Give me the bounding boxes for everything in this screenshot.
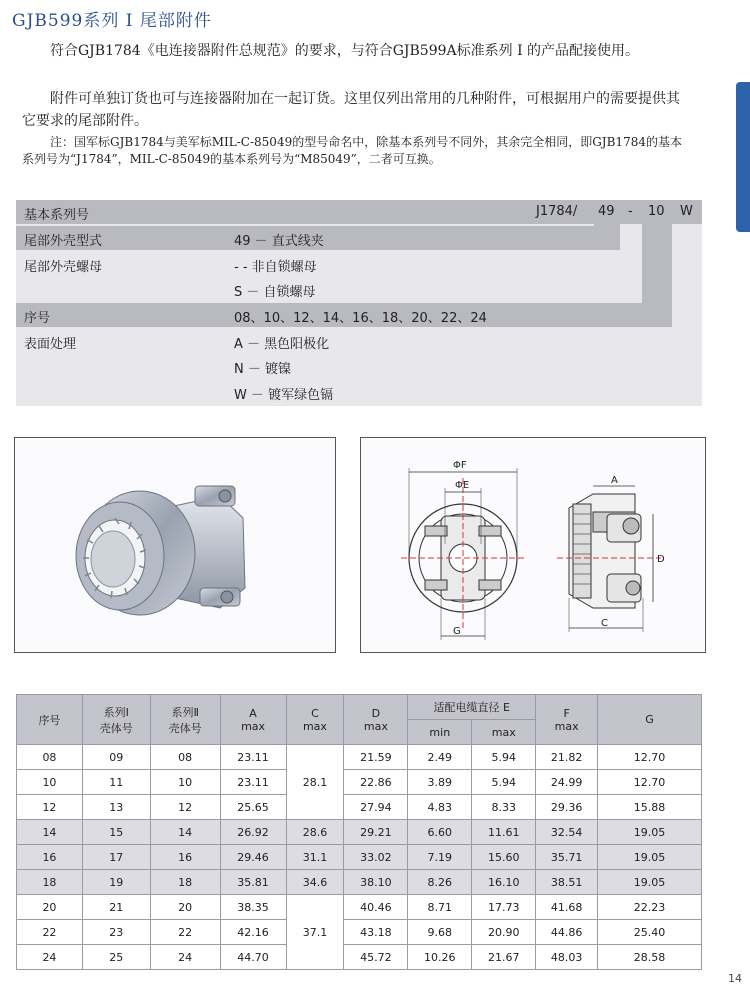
table-cell: 09 xyxy=(82,745,150,770)
table-cell: 19.05 xyxy=(598,870,702,895)
table-cell: 15 xyxy=(82,820,150,845)
label-phi-e: ΦE xyxy=(455,480,470,491)
table-cell: 45.72 xyxy=(344,945,408,970)
part-code-dash: - xyxy=(628,204,633,219)
table-cell: 6.60 xyxy=(408,820,472,845)
coding-label-base-series: 基本系列号 xyxy=(24,208,90,223)
table-cell: 26.92 xyxy=(220,820,286,845)
coding-value-nut-nonlock: - - 非自锁螺母 xyxy=(234,260,317,275)
header-c: C max xyxy=(286,695,344,745)
label-a: A xyxy=(611,475,618,486)
coding-label-shell-type: 尾部外壳型式 xyxy=(24,234,103,249)
c-value-group-1: 28.1 xyxy=(286,745,344,820)
table-cell: 38.35 xyxy=(220,895,286,920)
table-row xyxy=(17,795,702,820)
technical-drawing-frame xyxy=(360,437,706,653)
table-cell: 25 xyxy=(82,945,150,970)
table-cell: 5.94 xyxy=(472,770,536,795)
table-cell: 23.11 xyxy=(220,745,286,770)
order-paragraph: 附件可单独订货也可与连接器附加在一起订货。这里仅列出常用的几种附件，可根据用户的需要提供其它要求的尾部附件。 xyxy=(22,91,680,129)
table-cell: 23.11 xyxy=(220,770,286,795)
table-cell: 22.86 xyxy=(344,770,408,795)
table-cell: 41.68 xyxy=(536,895,598,920)
table-cell: 11 xyxy=(82,770,150,795)
header-series1: 系列Ⅰ 壳体号 xyxy=(82,695,150,745)
table-cell: 17 xyxy=(82,845,150,870)
table-cell: 19.05 xyxy=(598,845,702,870)
coding-value-nut-selflock: S － 自锁螺母 xyxy=(234,285,316,300)
label-phi-f: ΦF xyxy=(453,460,467,471)
label-d: D xyxy=(657,554,665,565)
table-cell: 2.49 xyxy=(408,745,472,770)
table-cell: 18 xyxy=(150,870,220,895)
table-cell: 22.23 xyxy=(598,895,702,920)
table-cell: 4.83 xyxy=(408,795,472,820)
label-c: C xyxy=(601,618,608,629)
table-cell: 44.86 xyxy=(536,920,598,945)
header-e-max: max xyxy=(472,720,536,745)
table-cell: 25.40 xyxy=(598,920,702,945)
note-paragraph: 注：国军标GJB1784与美军标MIL-C-85049的型号命名中，除基本系列号不同外，其余完全相同，即GJB1784的基本系列号为“J1784”，MIL-C-85049的基本系列号为“M85049”，二者可互换。 xyxy=(22,135,682,166)
table-row xyxy=(17,945,702,970)
coding-row-finish xyxy=(16,329,702,353)
table-cell: 3.89 xyxy=(408,770,472,795)
header-f: F max xyxy=(536,695,598,745)
header-a: A max xyxy=(220,695,286,745)
coding-label-nut: 尾部外壳螺母 xyxy=(24,260,103,275)
table-cell: 17.73 xyxy=(472,895,536,920)
table-cell: 35.81 xyxy=(220,870,286,895)
table-cell: 10 xyxy=(17,770,83,795)
table-row xyxy=(17,870,702,895)
table-cell: 23 xyxy=(82,920,150,945)
table-cell: 38.51 xyxy=(536,870,598,895)
table-cell: 7.19 xyxy=(408,845,472,870)
table-row xyxy=(17,845,702,870)
table-cell: 12.70 xyxy=(598,770,702,795)
table-cell: 10.26 xyxy=(408,945,472,970)
table-cell: 21.67 xyxy=(472,945,536,970)
table-cell: 5.94 xyxy=(472,745,536,770)
table-cell: 32.54 xyxy=(536,820,598,845)
table-cell: 19 xyxy=(82,870,150,895)
dimension-drawing xyxy=(361,438,705,652)
table-cell: 8.71 xyxy=(408,895,472,920)
table-cell: 16 xyxy=(150,845,220,870)
table-cell: 8.26 xyxy=(408,870,472,895)
coding-row-nut xyxy=(16,252,702,276)
table-cell: 14 xyxy=(17,820,83,845)
part-code-series: J1784/ xyxy=(536,204,578,219)
product-photo-frame xyxy=(14,437,336,653)
table-cell: 29.36 xyxy=(536,795,598,820)
table-cell: 48.03 xyxy=(536,945,598,970)
table-cell: 16 xyxy=(17,845,83,870)
connector-clamp-illustration xyxy=(15,438,335,652)
coding-row-shell-type xyxy=(16,226,620,250)
side-tab-marker xyxy=(736,82,750,232)
table-cell: 21.59 xyxy=(344,745,408,770)
table-row xyxy=(17,920,702,945)
coding-value-finish-w: W － 镀军绿色镉 xyxy=(234,388,334,403)
table-row xyxy=(17,770,702,795)
table-cell: 13 xyxy=(82,795,150,820)
table-cell: 35.71 xyxy=(536,845,598,870)
intro-paragraph: 符合GJB1784《电连接器附件总规范》的要求，与符合GJB599A标准系列 I 的产品配接使用。 xyxy=(50,43,640,59)
part-code-size: 10 xyxy=(648,204,665,219)
table-cell: 20 xyxy=(17,895,83,920)
c-value-group-5: 37.1 xyxy=(286,895,344,970)
part-code-shell: 49 xyxy=(598,204,615,219)
label-g: G xyxy=(453,626,461,637)
table-cell: 14 xyxy=(150,820,220,845)
header-d: D max xyxy=(344,695,408,745)
table-row xyxy=(17,895,702,920)
dimension-table xyxy=(16,694,702,970)
table-cell: 15.60 xyxy=(472,845,536,870)
header-series2: 系列Ⅱ 壳体号 xyxy=(150,695,220,745)
table-cell: 42.16 xyxy=(220,920,286,945)
coding-row-finish-3 xyxy=(16,380,702,404)
coding-row-size xyxy=(16,303,672,327)
header-e-min: min xyxy=(408,720,472,745)
coding-value-size: 08、10、12、14、16、18、20、22、24 xyxy=(234,311,487,326)
table-cell: 24 xyxy=(150,945,220,970)
table-cell: 25.65 xyxy=(220,795,286,820)
table-cell: 08 xyxy=(150,745,220,770)
page-number: 14 xyxy=(728,972,742,985)
table-cell: 33.02 xyxy=(344,845,408,870)
table-cell: 12.70 xyxy=(598,745,702,770)
page-title: GJB599系列 I 尾部附件 xyxy=(12,11,212,31)
table-cell: 16.10 xyxy=(472,870,536,895)
table-cell: 8.33 xyxy=(472,795,536,820)
table-cell: 28.58 xyxy=(598,945,702,970)
table-row xyxy=(17,820,702,845)
table-cell: 18 xyxy=(17,870,83,895)
coding-label-size: 序号 xyxy=(24,311,51,326)
table-cell: 9.68 xyxy=(408,920,472,945)
c-value-group-4: 34.6 xyxy=(286,870,344,895)
coding-value-shell-type: 49 － 直式线夹 xyxy=(234,234,324,249)
table-cell: 24.99 xyxy=(536,770,598,795)
c-value-group-2: 28.6 xyxy=(286,820,344,845)
table-cell: 11.61 xyxy=(472,820,536,845)
table-cell: 43.18 xyxy=(344,920,408,945)
header-seq: 序号 xyxy=(17,695,83,745)
table-cell: 12 xyxy=(150,795,220,820)
table-row xyxy=(17,745,702,770)
table-cell: 24 xyxy=(17,945,83,970)
table-cell: 29.46 xyxy=(220,845,286,870)
table-cell: 10 xyxy=(150,770,220,795)
table-cell: 21.82 xyxy=(536,745,598,770)
connector-bar-size xyxy=(642,200,672,327)
table-cell: 21 xyxy=(82,895,150,920)
coding-label-finish: 表面处理 xyxy=(24,337,77,352)
table-cell: 27.94 xyxy=(344,795,408,820)
coding-row-finish-2 xyxy=(16,354,702,378)
table-cell: 08 xyxy=(17,745,83,770)
coding-value-finish-a: A － 黑色阳极化 xyxy=(234,337,330,352)
table-cell: 12 xyxy=(17,795,83,820)
table-cell: 44.70 xyxy=(220,945,286,970)
table-cell: 20.90 xyxy=(472,920,536,945)
table-cell: 29.21 xyxy=(344,820,408,845)
table-cell: 22 xyxy=(17,920,83,945)
table-cell: 38.10 xyxy=(344,870,408,895)
table-cell: 19.05 xyxy=(598,820,702,845)
table-cell: 15.88 xyxy=(598,795,702,820)
table-cell: 22 xyxy=(150,920,220,945)
table-cell: 40.46 xyxy=(344,895,408,920)
coding-row-nut-2 xyxy=(16,277,702,301)
c-value-group-3: 31.1 xyxy=(286,845,344,870)
header-g: G xyxy=(598,695,702,745)
part-code-finish: W xyxy=(680,204,693,219)
coding-value-finish-n: N － 镀镍 xyxy=(234,362,291,377)
header-e: 适配电缆直径 E xyxy=(408,695,536,720)
part-number-coding xyxy=(16,200,702,406)
table-cell: 20 xyxy=(150,895,220,920)
